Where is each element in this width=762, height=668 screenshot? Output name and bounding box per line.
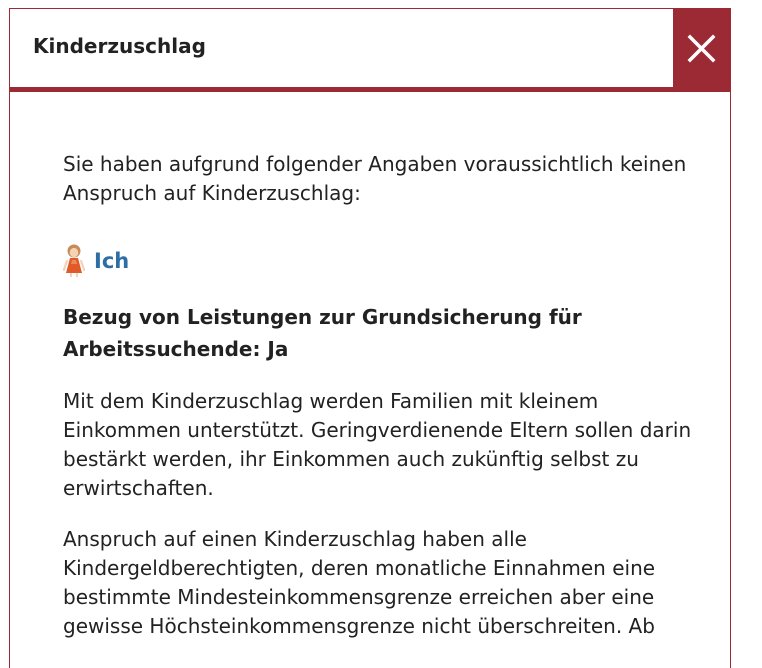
result-intro-text: Sie haben aufgrund folgender Angaben voraussichtlich keinen Anspruch auf Kinderzuschlag: <box>63 152 687 205</box>
close-icon <box>687 34 716 63</box>
person-figure-icon <box>63 244 85 278</box>
criterion-text: Bezug von Leistungen zur Grundsicherung für Arbeitssuchende: Ja <box>63 305 582 361</box>
dialog-title: Kinderzuschlag <box>33 34 206 58</box>
info-paragraph-1: Mit dem Kinderzuschlag werden Familien mit kleinem Einkommen unterstützt. Geringverdienende Eltern sollen darin bestärkt werden, ihr Einkommen auch zukünftig selbst zu erwirtschaften. <box>63 389 692 500</box>
close-button[interactable] <box>673 9 730 87</box>
person-entry <box>63 241 713 281</box>
person-name: Ich <box>94 248 130 273</box>
dialog-body <box>63 150 713 641</box>
info-paragraph-2: Anspruch auf einen Kinderzuschlag haben alle Kindergeldberechtigten, deren monatliche Einnahmen eine bestimmte Mindesteinkommensgrenze erreichen aber eine gewisse Höchsteinkommensgrenze nicht überschreiten. Ab <box>63 527 656 638</box>
dialog-header <box>10 9 730 92</box>
kinderzuschlag-dialog <box>9 8 731 668</box>
